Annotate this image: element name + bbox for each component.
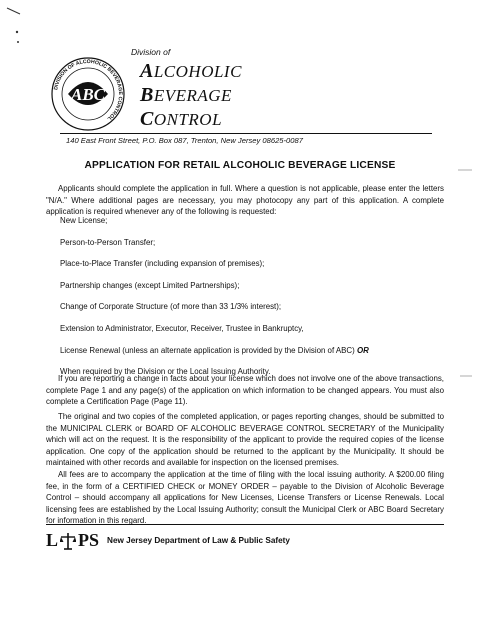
seal-letters: ABC	[70, 85, 106, 104]
org-name-line-1: ALCOHOLIC	[140, 60, 242, 82]
address-line: 140 East Front Street, P.O. Box 087, Trenton, New Jersey 08625-0087	[66, 136, 303, 145]
fees-paragraph: All fees are to accompany the application at the time of filing with the local issuing authority. A $200.00 filing fee, in the form of a CERTIFIED CHECK or MONEY ORDER – payable to the Division of Alcoholic Beverage Control – should accompany all applications for New Licenses, License Transfers or License Renewals. Local licensing fees are established by the Local Issuing Authority; consult the Municipal Clerk or ABC Board Secretary for information in this regard.	[46, 470, 444, 526]
list-item: Extension to Administrator, Executor, Receiver, Trustee in Bankruptcy,	[60, 323, 304, 333]
scan-mark-right	[456, 168, 476, 388]
division-label: Division of	[131, 47, 171, 57]
list-item: Person-to-Person Transfer;	[60, 237, 156, 247]
department-name: New Jersey Department of Law & Public Safety	[107, 536, 290, 545]
abc-seal-logo	[50, 56, 126, 132]
org-name-line-3: CONTROL	[140, 108, 223, 130]
scales-of-justice-icon	[60, 532, 76, 550]
change-paragraph: If you are reporting a change in facts about your license which does not involve one of the above transactions, complete Page 1 and any page(s) of the application on which information to be changed appears. You must also complete a Certification Page (Page 11).	[46, 374, 444, 407]
or-label: OR	[356, 345, 369, 355]
submission-paragraph: The original and two copies of the completed application, or pages reporting changes, should be submitted to the MUNICIPAL CLERK or BOARD OF ALCOHOLIC BEVERAGE CONTROL SECRETARY of the Municipality which will act on the request. It is the responsibility of the applicant to provide the required copies of the license application. One copy of the application should be returned to the applicant by the Municipality. It should be maintained with other records and available for inspection on the licensed premises.	[46, 412, 444, 468]
list-item: License Renewal (unless an alternate application is provided by the Division of ABC) OR	[60, 345, 369, 355]
list-item: New License;	[60, 216, 108, 225]
footer	[46, 530, 290, 551]
intro-paragraph: Applicants should complete the application in full. Where a question is not applicable, please enter the letters "N/A." Where additional pages are necessary, you may photocopy any part of this application. A complete application is required whenever any of the following is requested:	[46, 184, 444, 217]
list-item: Partnership changes (except Limited Partnerships);	[60, 280, 240, 290]
org-name-line-2: BEVERAGE	[140, 84, 232, 106]
scan-mark-top-left	[6, 4, 24, 44]
svg-text:DIVISION OF ALCOHOLIC BEVERAGE: DIVISION OF ALCOHOLIC BEVERAGE CONTROL	[53, 58, 124, 122]
footer-divider	[46, 524, 444, 525]
lps-logo: L PS	[46, 530, 100, 550]
document-title: APPLICATION FOR RETAIL ALCOHOLIC BEVERAGE LICENSE	[84, 160, 396, 171]
list-item: Place-to-Place Transfer (including expansion of premises);	[60, 259, 265, 269]
header-divider	[60, 133, 432, 134]
list-item: Change of Corporate Structure (of more than 33 1/3% interest);	[60, 302, 282, 312]
request-type-list	[60, 215, 440, 388]
list-item: When required by the Division or the Local Issuing Authority.	[60, 367, 271, 377]
